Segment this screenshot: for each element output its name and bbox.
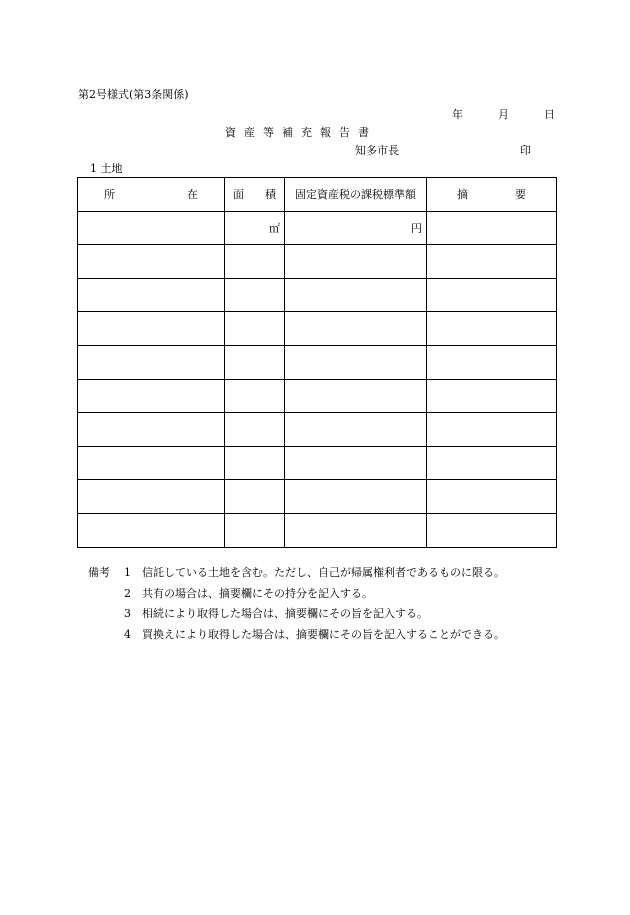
document-title: 資産等補充報告書 [225,126,377,139]
note-number: 1 [124,566,131,579]
note-text: 信託している土地を含む。ただし、自己が帰属権利者であるものに限る。 [142,566,505,579]
cell-area[interactable] [225,446,285,480]
cell-tax-base[interactable] [285,312,427,346]
table-row [78,211,557,245]
cell-tax-base[interactable] [285,413,427,447]
date-line [452,106,555,122]
note-text: 共有の場合は、摘要欄にその持分を記入する。 [142,586,373,600]
date-month-label: 月 [498,108,509,121]
cell-remarks[interactable] [427,278,557,312]
note-text: 買換えにより取得した場合は、摘要欄にその旨を記入することができる。 [142,627,505,641]
cell-tax-base[interactable] [285,513,427,547]
cell-tax-base[interactable] [285,245,427,279]
land-table [77,177,557,548]
cell-tax-base[interactable]: 円 [285,211,427,245]
seal-mark: 印 [520,144,531,157]
header-location-part1: 所 [104,188,115,202]
date-day-label: 日 [544,108,555,121]
cell-location[interactable] [78,446,225,480]
note-row [88,625,505,646]
notes [88,563,505,645]
cell-location[interactable] [78,345,225,379]
header-location [78,178,225,212]
header-area-part1: 面 [233,188,244,202]
cell-tax-base[interactable] [285,446,427,480]
table-header-row [78,178,557,212]
cell-tax-base[interactable] [285,278,427,312]
cell-area[interactable] [225,413,285,447]
header-tax-base: 固定資産税の課税標準額 [285,178,427,212]
cell-tax-base[interactable] [285,480,427,514]
cell-location[interactable] [78,379,225,413]
cell-area[interactable] [225,278,285,312]
cell-remarks[interactable] [427,245,557,279]
header-remarks-part2: 要 [515,188,526,202]
cell-remarks[interactable] [427,312,557,346]
cell-remarks[interactable] [427,480,557,514]
cell-location[interactable] [78,245,225,279]
cell-location[interactable] [78,211,225,245]
cell-area[interactable] [225,245,285,279]
cell-remarks[interactable] [427,413,557,447]
cell-remarks[interactable] [427,379,557,413]
cell-area[interactable] [225,480,285,514]
cell-area[interactable]: ㎡ [225,211,285,245]
note-text: 相続により取得した場合は、摘要欄にその旨を記入する。 [142,607,428,620]
table-row [78,480,557,514]
table-row [78,513,557,547]
table-row [78,379,557,413]
note-row [88,604,505,625]
cell-remarks[interactable] [427,513,557,547]
table-row [78,245,557,279]
notes-label: 備考 [88,566,110,579]
section-title: 1 土地 [90,162,123,175]
note-number: 3 [124,607,131,620]
form-number: 第2号様式(第3条関係) [78,88,189,101]
note-row [88,584,505,605]
cell-remarks[interactable] [427,211,557,245]
header-remarks-part1: 摘 [457,188,468,202]
header-location-part2: 在 [187,188,198,202]
cell-tax-base[interactable] [285,379,427,413]
date-year-label: 年 [452,108,463,121]
cell-location[interactable] [78,312,225,346]
note-row [88,563,505,584]
table-row [78,446,557,480]
addressee: 知多市長 [355,144,399,157]
table-row [78,278,557,312]
table-row [78,345,557,379]
table-row [78,312,557,346]
cell-location[interactable] [78,480,225,514]
cell-tax-base[interactable] [285,345,427,379]
cell-area[interactable] [225,312,285,346]
table-row [78,413,557,447]
cell-remarks[interactable] [427,345,557,379]
cell-area[interactable] [225,513,285,547]
cell-area[interactable] [225,345,285,379]
header-area [225,178,285,212]
note-number: 2 [124,586,131,600]
note-number: 4 [124,627,131,641]
header-remarks [427,178,557,212]
cell-location[interactable] [78,413,225,447]
cell-remarks[interactable] [427,446,557,480]
cell-location[interactable] [78,278,225,312]
cell-location[interactable] [78,513,225,547]
header-area-part2: 積 [265,188,276,202]
cell-area[interactable] [225,379,285,413]
